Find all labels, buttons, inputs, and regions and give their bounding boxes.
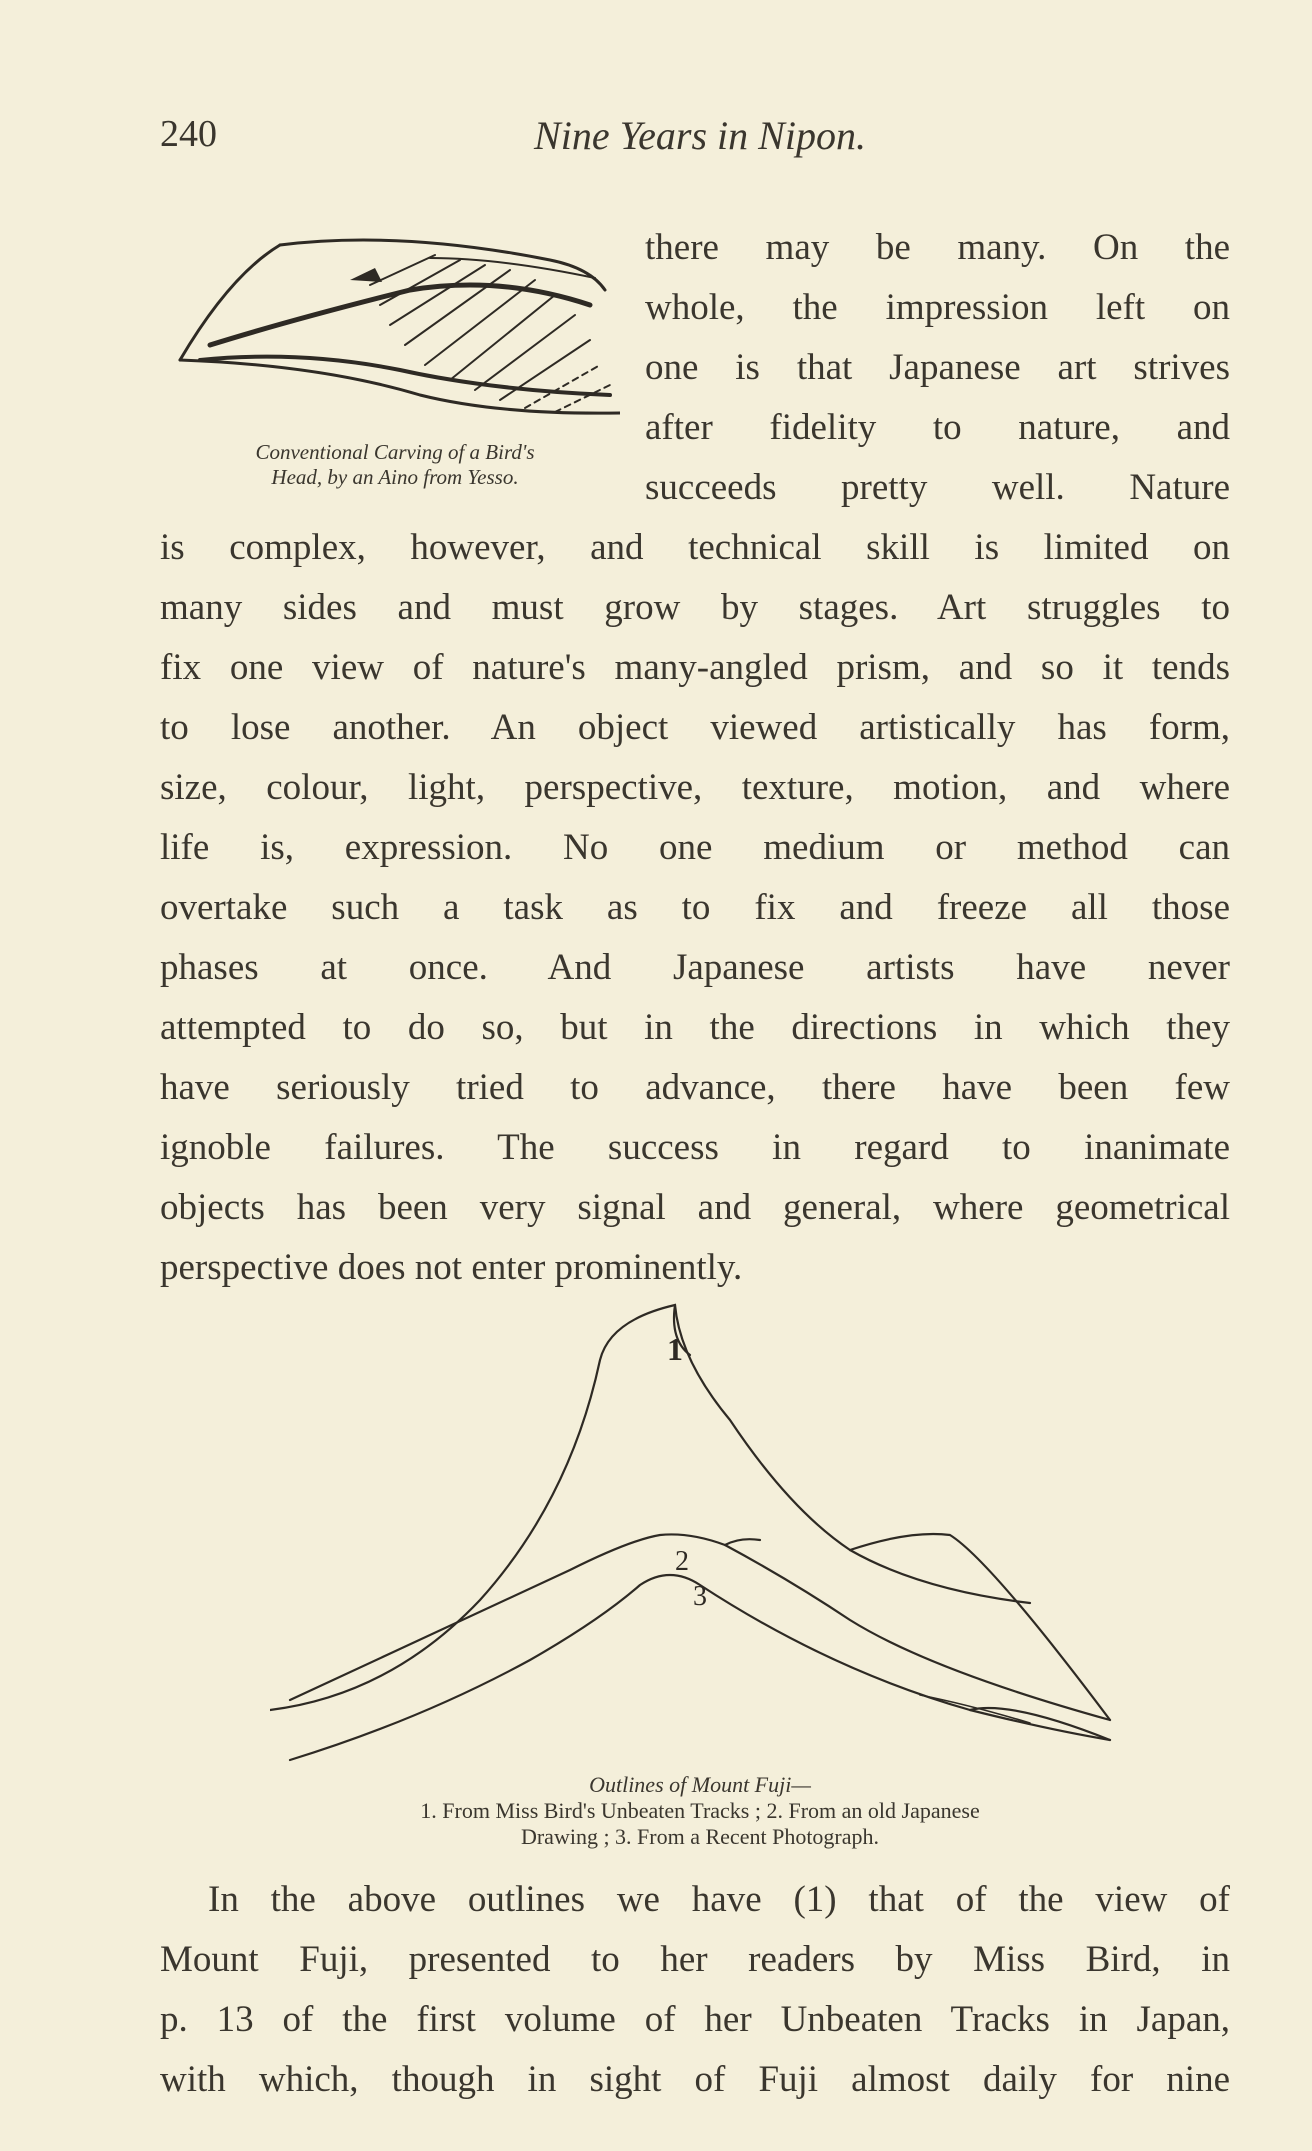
para2-line: phases at once. And Japanese artists have never: [160, 947, 1230, 988]
para1-line: succeeds pretty well. Nature: [645, 467, 1230, 508]
mount-fuji-outlines-figure: [270, 1300, 1130, 1770]
bird-head-caption: [160, 440, 630, 490]
mount-fuji-caption-line-2: Drawing ; 3. From a Recent Photograph.: [520, 1824, 880, 1849]
page-number: 240: [160, 113, 217, 155]
mount-fuji-outlines-drawing: [270, 1300, 1130, 1770]
bird-head-carving-figure: [160, 230, 630, 489]
fuji-outline-label-2: 2: [675, 1546, 689, 1577]
para1-line: one is that Japanese art strives: [645, 347, 1230, 388]
para1-line: there may be many. On the: [645, 227, 1230, 268]
fuji-outline-label-1: 1: [667, 1331, 683, 1367]
para2-line: size, colour, light, perspective, texture, motion, and where: [160, 767, 1230, 808]
page-header: [160, 112, 1240, 172]
paragraph-1: [645, 218, 1230, 518]
para3-line: with which, though in sight of Fuji almost daily for nine: [160, 2059, 1230, 2100]
para3-line: Mount Fuji, presented to her readers by Miss Bird, in: [160, 1939, 1230, 1980]
paragraph-3: [160, 1870, 1230, 2110]
para2-line: overtake such a task as to fix and freeze all those: [160, 887, 1230, 928]
fuji-outline-label-3: 3: [693, 1581, 707, 1612]
para2-line: attempted to do so, but in the directions in which they: [160, 1007, 1230, 1048]
para2-line: is complex, however, and technical skill is limited on: [160, 527, 1230, 568]
para2-line: objects has been very signal and general, where geometrical: [160, 1187, 1230, 1228]
paragraph-2: [160, 518, 1230, 1298]
mount-fuji-caption-title: Outlines of Mount Fuji—: [589, 1772, 811, 1797]
mount-fuji-caption-line-1: 1. From Miss Bird's Unbeaten Tracks ; 2. From an old Japanese: [420, 1798, 980, 1823]
para2-line: to lose another. An object viewed artistically has form,: [160, 707, 1230, 748]
bird-head-caption-line-1: Conventional Carving of a Bird's: [255, 440, 535, 464]
para3-line: In the above outlines we have (1) that of the view of: [208, 1879, 1230, 1920]
para1-line: whole, the impression left on: [645, 287, 1230, 328]
bird-head-carving-drawing: [170, 230, 620, 435]
para2-line: many sides and must grow by stages. Art struggles to: [160, 587, 1230, 628]
para2-line: have seriously tried to advance, there have been few: [160, 1067, 1230, 1108]
para2-line: fix one view of nature's many-angled prism, and so it tends: [160, 647, 1230, 688]
running-title: Nine Years in Nipon.: [534, 113, 866, 158]
para1-line: after fidelity to nature, and: [645, 407, 1230, 448]
mount-fuji-caption: [280, 1772, 1120, 1850]
bird-head-caption-line-2: Head, by an Aino from Yesso.: [271, 465, 519, 489]
para2-line: perspective does not enter prominently.: [160, 1247, 743, 1288]
para2-line: life is, expression. No one medium or method can: [160, 827, 1230, 868]
para2-line: ignoble failures. The success in regard to inanimate: [160, 1127, 1230, 1168]
para3-line: p. 13 of the first volume of her Unbeaten Tracks in Japan,: [160, 1999, 1230, 2040]
